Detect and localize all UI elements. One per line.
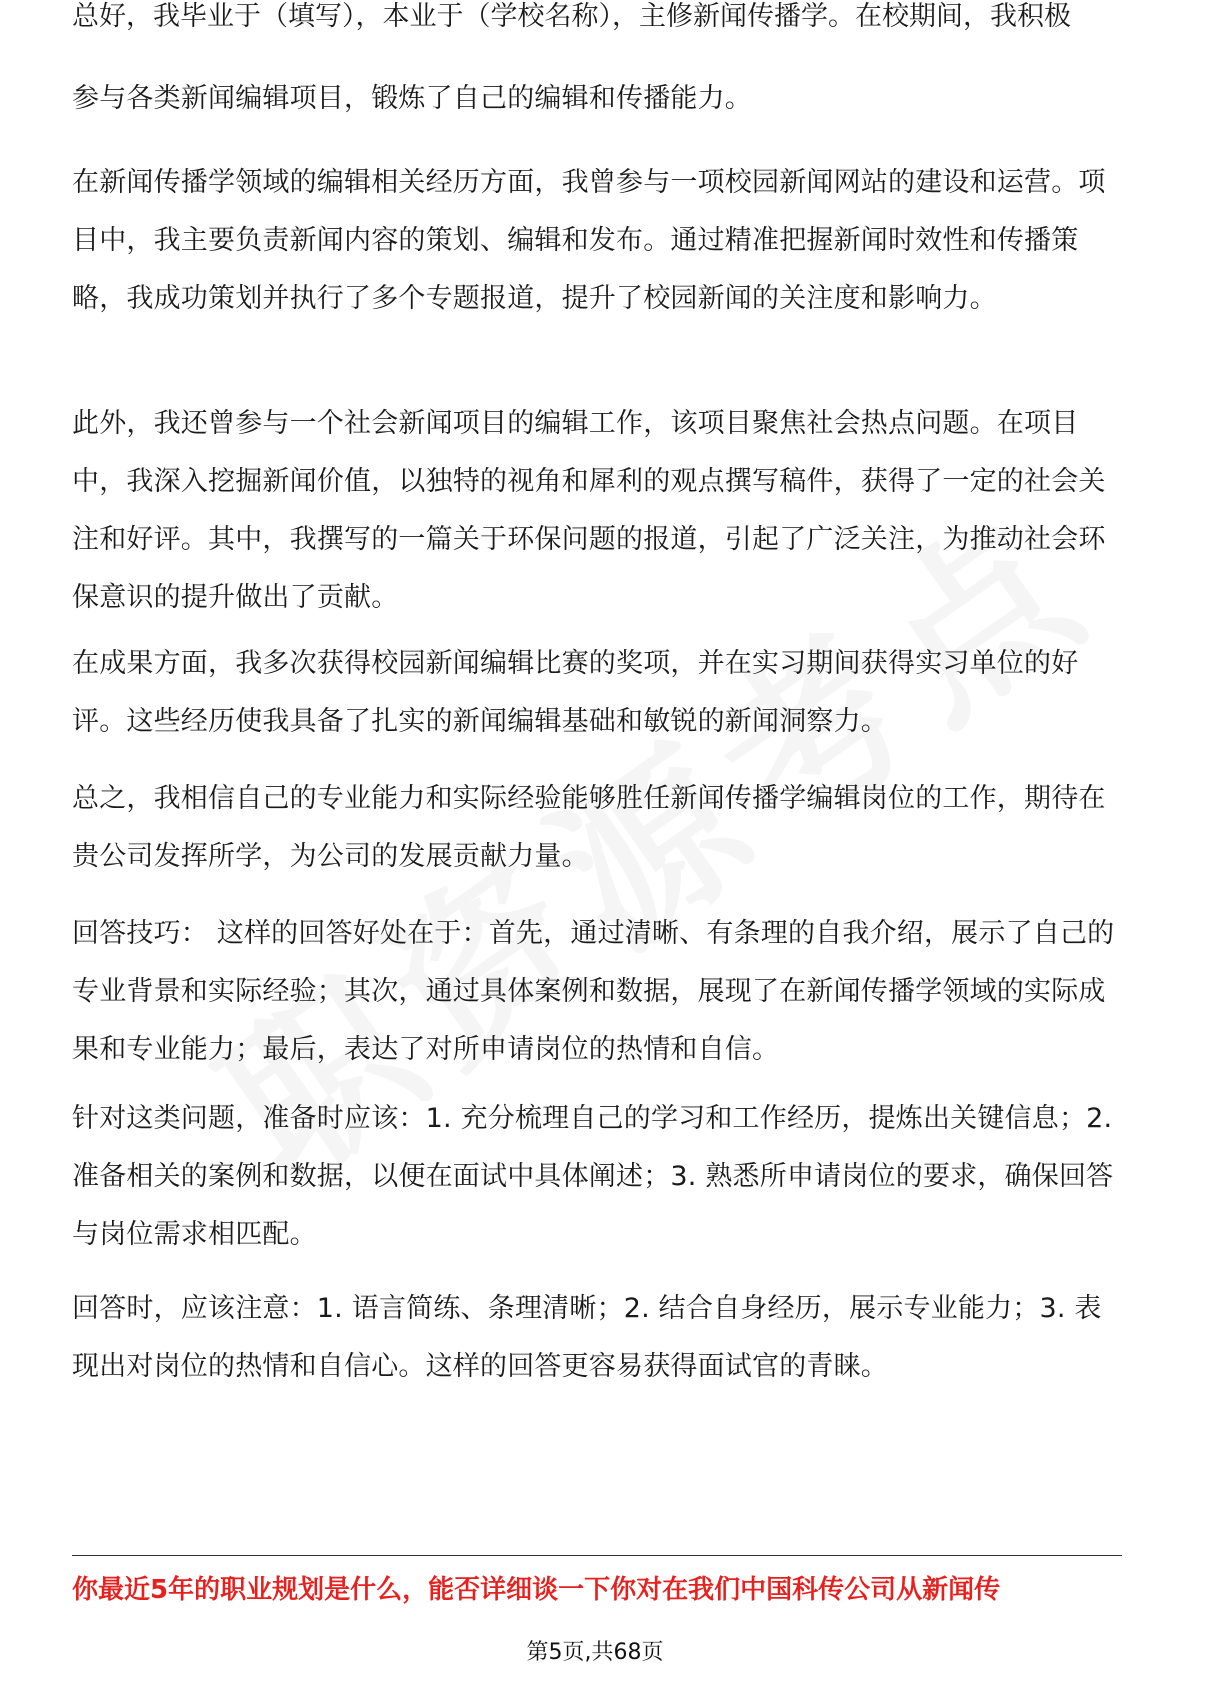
paragraph-4: 在成果方面，我多次获得校园新闻编辑比赛的奖项，并在实习期间获得实习单位的好评。这些经历使我具备了扎实的新闻编辑基础和敏锐的新闻洞察力。: [72, 648, 1079, 737]
paragraph-2: 在新闻传播学领域的编辑相关经历方面，我曾参与一项校园新闻网站的建设和运营。项目中，我主要负责新闻内容的策划、编辑和发布。通过精准把握新闻时效性和传播策略，我成功策划并执行了多个专题报道，提升了校园新闻的关注度和影响力。: [72, 167, 1106, 314]
section-divider: [72, 1555, 1122, 1556]
cut-off-text: 总好，我毕业于（填写），本业于（学校名称），主修新闻传播学。在校期间，我积极: [72, 1, 1071, 32]
answer-tips-paragraph: 回答技巧： 这样的回答好处在于：首先，通过清晰、有条理的自我介绍，展示了自己的专业背景和实际经验；其次，通过具体案例和数据，展现了在新闻传播学领域的实际成果和专业能力；最后，表达了对所申请岗位的热情和自信。: [72, 918, 1115, 1065]
cut-off-text-line: [72, 1, 1122, 52]
paragraph-1: 参与各类新闻编辑项目，锻炼了自己的编辑和传播能力。: [72, 83, 752, 114]
preparation-paragraph: 针对这类问题，准备时应该：1. 充分梳理自己的学习和工作经历，提炼出关键信息；2. 准备相关的案例和数据，以便在面试中具体阐述；3. 熟悉所申请岗位的要求，确保回答与岗位需求相匹配。: [72, 1103, 1114, 1250]
page-number: 第5页,共68页: [526, 1640, 664, 1665]
paragraph-3: 此外，我还曾参与一个社会新闻项目的编辑工作，该项目聚焦社会热点问题。在项目中，我深入挖掘新闻价值，以独特的视角和犀利的观点撰写稿件，获得了一定的社会关注和好评。其中，我撰写的一篇关于环保问题的报道，引起了广泛关注，为推动社会环保意识的提升做出了贡献。: [72, 408, 1106, 613]
paragraph-5: 总之，我相信自己的专业能力和实际经验能够胜任新闻传播学编辑岗位的工作，期待在贵公司发挥所学，为公司的发展贡献力量。: [72, 783, 1106, 872]
next-question-heading: 你最近5年的职业规划是什么，能否详细谈一下你对在我们中国科传公司从新闻传: [72, 1575, 1001, 1605]
attention-paragraph: 回答时，应该注意：1. 语言简练、条理清晰；2. 结合自身经历，展示专业能力；3. 表现出对岗位的热情和自信心。这样的回答更容易获得面试官的青睐。: [72, 1293, 1102, 1382]
